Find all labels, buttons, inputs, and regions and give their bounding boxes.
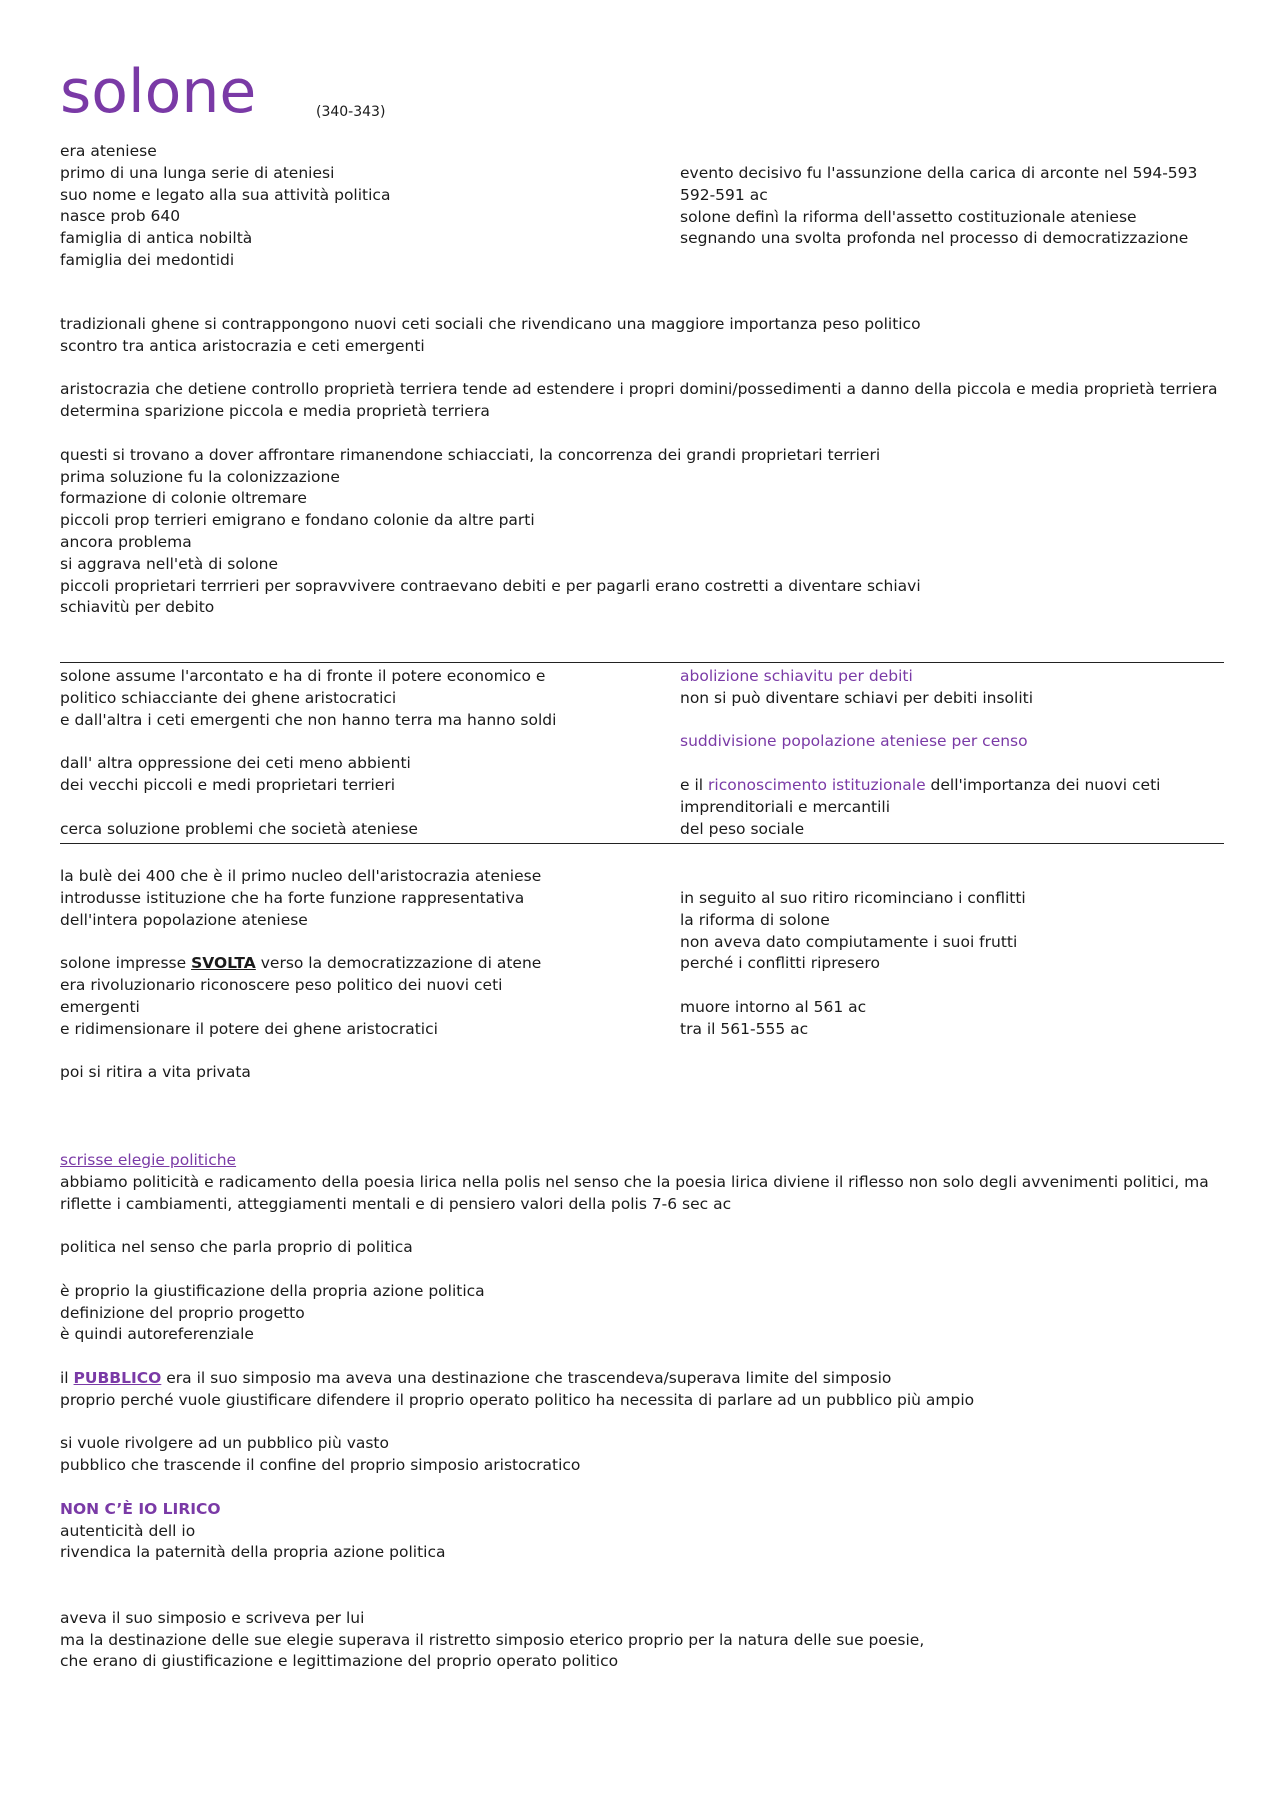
text-fragment: era il suo simposio ma aveva una destinazione che trascendeva/superava limite del simposio (161, 1368, 892, 1387)
text-line: ma la destinazione delle sue elegie superava il ristretto simposio eterico proprio per la natura delle sue poesie, (60, 1630, 925, 1649)
text-line: proprio perché vuole giustificare difendere il proprio operato politico ha necessita di parlare ad un pubblico più ampio (60, 1390, 975, 1409)
text-line: si aggrava nell'età di solone (60, 554, 279, 573)
text-line (60, 953, 541, 975)
divider-top (60, 662, 1224, 663)
text-line: primo di una lunga serie di ateniesi (60, 163, 335, 182)
text-line: tradizionali ghene si contrappongono nuovi ceti sociali che rivendicano una maggiore importanza peso politico (60, 315, 921, 333)
text-line: è quindi autoreferenziale (60, 1325, 254, 1344)
text-fragment: dell'importanza dei nuovi ceti (925, 775, 1161, 794)
highlight-abolizione: abolizione schiavitu per debiti (680, 667, 913, 685)
text-line: che erano di giustificazione e legittimazione del proprio operato politico (60, 1652, 619, 1671)
text-line: non aveva dato compiutamente i suoi frutti (680, 932, 1018, 951)
after-left-block (60, 866, 541, 1084)
text-line: determina sparizione piccola e media proprietà terriera (60, 402, 490, 421)
text-line: evento decisivo fu l'assunzione della carica di arconte nel 594-593 (680, 164, 1198, 182)
text-line: politica nel senso che parla proprio di politica (60, 1238, 413, 1257)
text-line: dell'intera popolazione ateniese (60, 910, 308, 929)
text-line: pubblico che trascende il confine del proprio simposio aristocratico (60, 1456, 581, 1475)
text-line: suo nome e legato alla sua attività politica (60, 185, 391, 204)
emphasis-pubblico: PUBBLICO (73, 1368, 162, 1387)
text-line: del peso sociale (680, 819, 805, 838)
elegie-block (60, 1150, 1230, 1673)
io-lirico-heading: NON C’È IO LIRICO (60, 1499, 221, 1518)
divider-bottom (60, 843, 1224, 844)
text-line: poi si ritira a vita privata (60, 1063, 251, 1082)
text-line: muore intorno al 561 ac (680, 997, 867, 1016)
text-line: e ridimensionare il potere dei ghene aristocratici (60, 1019, 438, 1038)
box-right-block (680, 666, 1160, 840)
text-line: prima soluzione fu la colonizzazione (60, 467, 340, 486)
text-line: 592-591 ac (680, 185, 768, 204)
text-line: era rivoluzionario riconoscere peso politico dei nuovi ceti (60, 975, 503, 994)
text-line: si vuole rivolgere ad un pubblico più vasto (60, 1434, 389, 1453)
text-line (680, 775, 1160, 797)
elegie-heading: scrisse elegie politiche (60, 1151, 237, 1169)
text-line: segnando una svolta profonda nel processo di democratizzazione (680, 229, 1189, 248)
text-line: riflette i cambiamenti, atteggiamenti mentali e di pensiero valori della polis 7-6 sec ac (60, 1194, 732, 1213)
text-line: piccoli proprietari terrrieri per sopravvivere contraevano debiti e per pagarli erano costretti a diventare schiavi (60, 576, 921, 595)
text-line: tra il 561-555 ac (680, 1019, 809, 1038)
text-line: cerca soluzione problemi che società ateniese (60, 819, 418, 838)
text-line: perché i conflitti ripresero (680, 954, 880, 973)
text-paragraph: abbiamo politicità e radicamento della poesia lirica nella polis nel senso che la poesia lirica diviene il riflesso non solo degli avvenimenti politici, ma (60, 1172, 1209, 1191)
text-line: solone definì la riforma dell'assetto costituzionale ateniese (680, 207, 1137, 226)
text-line: nasce prob 640 (60, 207, 181, 226)
box-left-block (60, 666, 556, 840)
intro-left-block (60, 141, 390, 272)
text-line: imprenditoriali e mercantili (680, 797, 891, 816)
text-line: famiglia dei medontidi (60, 250, 235, 269)
text-line: formazione di colonie oltremare (60, 489, 307, 508)
after-right-block (680, 888, 1026, 1041)
text-fragment: il (60, 1368, 74, 1387)
text-line: famiglia di antica nobiltà (60, 229, 253, 248)
text-line: è proprio la giustificazione della propria azione politica (60, 1281, 485, 1300)
context-block (60, 314, 1230, 619)
text-line: non si può diventare schiavi per debiti insoliti (680, 688, 1034, 707)
emphasis-svolta: SVOLTA (191, 954, 256, 973)
text-fragment: e il (680, 775, 709, 794)
text-line: dall' altra oppressione dei ceti meno abbienti (60, 754, 411, 773)
text-line: definizione del proprio progetto (60, 1303, 305, 1322)
text-line: aveva il suo simposio e scriveva per lui (60, 1608, 365, 1627)
text-line: dei vecchi piccoli e medi proprietari terrieri (60, 775, 395, 794)
text-line: la bulè dei 400 che è il primo nucleo dell'aristocrazia ateniese (60, 867, 542, 885)
text-line: solone assume l'arcontato e ha di fronte il potere economico e (60, 667, 546, 685)
text-line: piccoli prop terrieri emigrano e fondano colonie da altre parti (60, 511, 535, 530)
text-line: autenticità dell io (60, 1521, 196, 1540)
page-reference: (340-343) (316, 104, 386, 120)
text-line: scontro tra antica aristocrazia e ceti emergenti (60, 336, 425, 355)
text-line: questi si trovano a dover affrontare rimanendone schiacciati, la concorrenza dei grandi proprietari terrieri (60, 445, 881, 464)
text-paragraph: aristocrazia che detiene controllo proprietà terriera tende ad estendere i propri domini/possedimenti a danno della piccola e media proprietà terriera (60, 380, 1218, 399)
highlight-suddivisione: suddivisione popolazione ateniese per censo (680, 732, 1028, 751)
text-line: era ateniese (60, 142, 157, 160)
text-line: emergenti (60, 997, 140, 1016)
text-line: ancora problema (60, 532, 192, 551)
text-fragment: solone impresse (60, 954, 192, 973)
text-line: la riforma di solone (680, 910, 830, 929)
text-line: in seguito al suo ritiro ricominciano i conflitti (680, 889, 1026, 907)
intro-right-block (680, 163, 1197, 250)
text-line: introdusse istituzione che ha forte funzione rappresentativa (60, 888, 525, 907)
text-line (60, 1368, 1230, 1390)
text-line: politico schiacciante dei ghene aristocratici (60, 688, 397, 707)
text-line: schiavitù per debito (60, 598, 215, 617)
text-line: e dall'altra i ceti emergenti che non hanno terra ma hanno soldi (60, 710, 557, 729)
text-fragment: verso la democratizzazione di atene (255, 954, 542, 973)
text-line: rivendica la paternità della propria azione politica (60, 1543, 446, 1562)
highlight-riconoscimento: riconoscimento istituzionale (708, 775, 926, 794)
page-title: solone (60, 57, 257, 127)
